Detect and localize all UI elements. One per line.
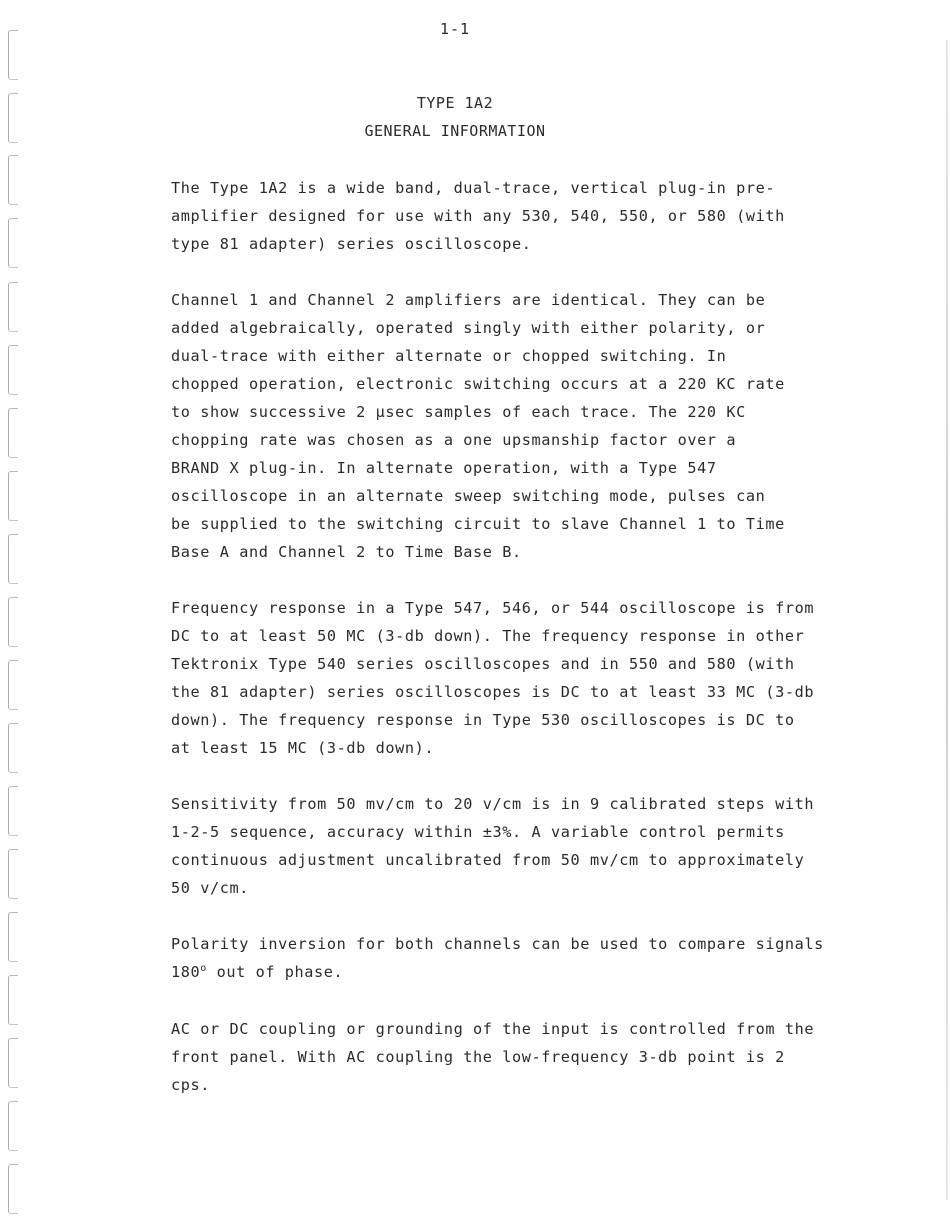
binder-hole [8,471,18,521]
text-line: DC to at least 50 MC (3-db down). The frequency response in other [171,627,805,645]
binder-hole [8,723,18,773]
text-line: Channel 1 and Channel 2 amplifiers are identical. They can be [171,291,766,309]
binder-hole [8,660,18,710]
binder-hole [8,534,18,584]
text-line: be supplied to the switching circuit to slave Channel 1 to Time [171,515,785,533]
binder-hole [8,155,18,205]
binder-hole [8,282,18,332]
text-line: at least 15 MC (3-db down). [171,739,435,757]
text-line: Sensitivity from 50 mv/cm to 20 v/cm is in 9 calibrated steps with [171,795,815,813]
text-line: Polarity inversion for both channels can be used to compare signals [171,935,824,953]
text-line: amplifier designed for use with any 530, 540, 550, or 580 (with [171,207,785,225]
text-fragment: 180 [171,963,201,981]
page-edge [946,40,948,1200]
binder-hole [8,597,18,647]
binder-hole [8,345,18,395]
text-line: added algebraically, operated singly with either polarity, or [171,319,766,337]
paragraph-sensitivity [171,790,821,902]
binder-hole [8,1101,18,1151]
paragraph-channels [171,286,821,566]
text-line: Frequency response in a Type 547, 546, or 544 oscilloscope is from [171,599,815,617]
text-line: chopped operation, electronic switching occurs at a 220 KC rate [171,375,785,393]
text-line: 50 v/cm. [171,879,249,897]
binder-hole [8,849,18,899]
degree-superscript: o [200,963,207,974]
text-line: AC or DC coupling or grounding of the input is controlled from the [171,1020,815,1038]
paragraph-overview [171,174,821,258]
text-line: continuous adjustment uncalibrated from 50 mv/cm to approximately [171,851,805,869]
text-line: cps. [171,1076,210,1094]
text-line: Base A and Channel 2 to Time Base B. [171,543,522,561]
text-line: the 81 adapter) series oscilloscopes is DC to at least 33 MC (3-db [171,683,815,701]
paragraph-polarity [171,930,824,986]
binder-hole [8,786,18,836]
text-line: to show successive 2 µsec samples of each trace. The 220 KC [171,403,746,421]
text-line: dual-trace with either alternate or chopped switching. In [171,347,727,365]
text-line: chopping rate was chosen as a one upsmanship factor over a [171,431,737,449]
text-line: BRAND X plug-in. In alternate operation, with a Type 547 [171,459,717,477]
binder-hole [8,218,18,268]
text-line: Tektronix Type 540 series oscilloscopes and in 550 and 580 (with [171,655,795,673]
binder-hole [8,912,18,962]
text-line: 1-2-5 sequence, accuracy within ±3%. A variable control permits [171,823,785,841]
document-subtitle: GENERAL INFORMATION [364,122,546,140]
binder-hole [8,975,18,1025]
text-line: front panel. With AC coupling the low-frequency 3-db point is 2 [171,1048,785,1066]
paragraph-frequency-response [171,594,821,762]
document-title: TYPE 1A2 [416,94,494,112]
text-fragment: out of phase. [206,963,344,981]
text-line [171,958,821,986]
binder-hole [8,1038,18,1088]
binder-holes [4,0,24,1229]
text-line: type 81 adapter) series oscilloscope. [171,235,532,253]
binder-hole [8,408,18,458]
text-line: oscilloscope in an alternate sweep switching mode, pulses can [171,487,766,505]
page-number: 1-1 [439,20,471,38]
text-line: down). The frequency response in Type 530 oscilloscopes is DC to [171,711,795,729]
text-line: The Type 1A2 is a wide band, dual-trace, vertical plug-in pre- [171,179,776,197]
paragraph-coupling [171,1015,821,1099]
binder-hole [8,1164,18,1214]
